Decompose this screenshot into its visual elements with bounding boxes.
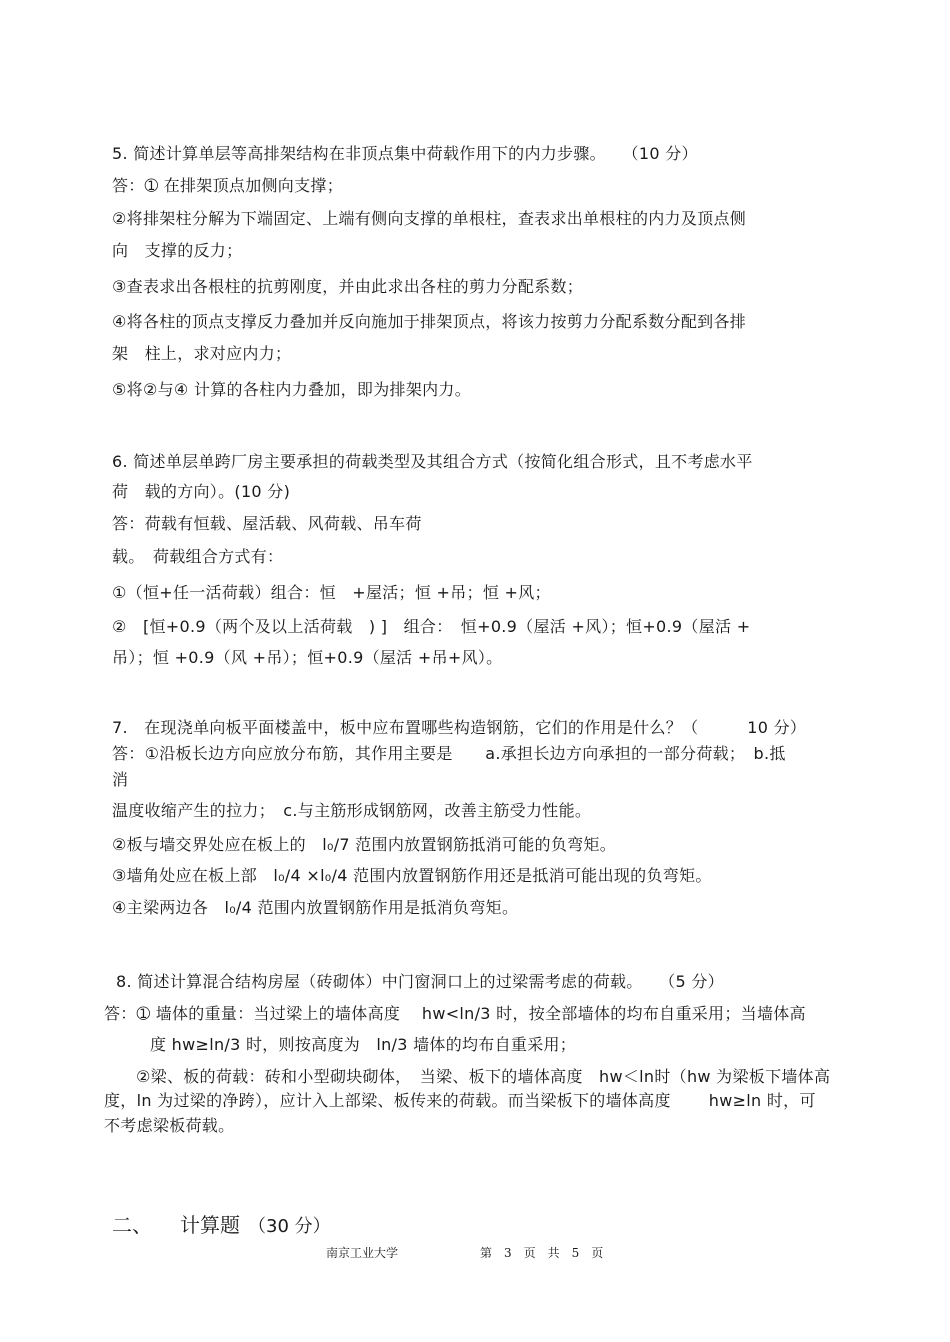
q5-line-3: 向 支撑的反力； [112,241,243,260]
q8-line-4: 度，ln 为过梁的净跨），应计入上部梁、板传来的荷载。而当梁板下的墙体高度 hw≥ln 时，可 [104,1091,816,1110]
q5-line-2: ②将排架柱分解为下端固定、上端有侧向支撑的单根柱，查表求出单根柱的内力及顶点侧 [112,209,747,228]
q7-line-3: 温度收缩产生的拉力； c.与主筋形成钢筋网，改善主筋受力性能。 [112,801,592,820]
section-title: 计算题 [180,1213,240,1237]
q8-line-1: 答：➀ 墙体的重量：当过梁上的墙体高度 hw<ln/3 时，按全部墙体的均布自重采用；当墙体高 [104,1004,806,1023]
q5-line-7: ⑤将②与④ 计算的各柱内力叠加，即为排架内力。 [112,380,472,399]
q6-line-1: 答：荷载有恒载、屋活载、风荷载、吊车荷 [112,514,422,533]
q8-title: 8. 简述计算混合结构房屋（砖砌体）中门窗洞口上的过梁需考虑的荷载。 （5 分） [116,972,724,991]
q8-line-5: 不考虑梁板荷载。 [104,1116,235,1135]
q7-title: 7. 在现浇单向板平面楼盖中，板中应布置哪些构造钢筋，它们的作用是什么？（ 10 分） [112,718,807,737]
q7-line-4: ②板与墙交界处应在板上的 l₀/7 范围内放置钢筋抵消可能的负弯矩。 [112,835,617,854]
q6-title-cont: 荷 载的方向）。(10 分) [112,482,291,501]
q8-line-3: ②梁、板的荷载：砖和小型砌块砌体， 当梁、板下的墙体高度 hw＜ln时（hw 为梁板下墙体高 [136,1067,831,1086]
q6-title: 6. 简述单层单跨厂房主要承担的荷载类型及其组合方式（按简化组合形式，且不考虑水平 [112,452,753,471]
footer-school: 南京工业大学 [326,1246,399,1260]
footer-page-number: 第 3 页 共 5 页 [480,1246,604,1260]
section-score: （30 分） [248,1216,331,1237]
q5-title: 5. 简述计算单层等高排架结构在非顶点集中荷载作用下的内力步骤。 （10 分） [112,144,698,163]
q5-line-6: 架 柱上，求对应内力； [112,344,292,363]
q7-line-5: ③墙角处应在板上部 l₀/4 ×l₀/4 范围内放置钢筋作用还是抵消可能出现的负弯矩。 [112,866,712,885]
q8-line-2: 度 hw≥ln/3 时，则按高度为 ln/3 墙体的均布自重采用； [150,1035,577,1054]
q6-line-4: ② [恒+0.9（两个及以上活荷载 ) ] 组合： 恒+0.9（屋活 +风）；恒+0.9（屋活 + [112,617,751,636]
section-number: 二、 [112,1213,152,1237]
q5-line-5: ④将各柱的顶点支撑反力叠加并反向施加于排架顶点，将该力按剪力分配系数分配到各排 [112,312,747,331]
q5-line-1: 答：➀ 在排架顶点加侧向支撑； [112,176,343,195]
q5-line-4: ③查表求出各根柱的抗剪刚度，并由此求出各柱的剪力分配系数； [112,277,584,296]
q6-line-5: 吊）；恒 +0.9（风 +吊）；恒+0.9（屋活 +吊+风）。 [112,648,503,667]
q7-line-6: ④主梁两边各 l₀/4 范围内放置钢筋作用是抵消负弯矩。 [112,898,519,917]
q6-line-3: ①（恒+任一活荷载）组合：恒 +屋活；恒 +吊；恒 +风； [112,583,551,602]
q7-line-1: 答：①沿板长边方向应放分布筋，其作用主要是 a.承担长边方向承担的一部分荷载； b.抵 [112,744,786,763]
q6-line-2: 载。 荷载组合方式有： [112,547,284,566]
q7-line-2: 消 [112,770,129,789]
